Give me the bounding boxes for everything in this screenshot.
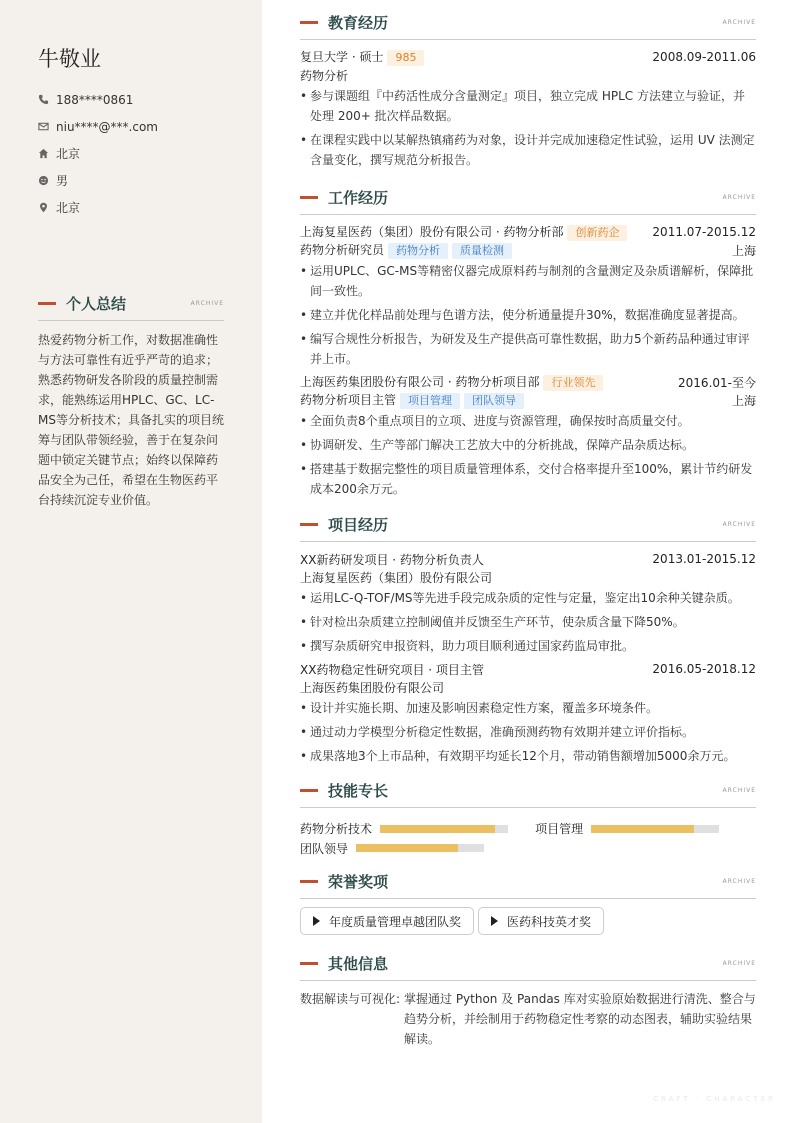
project-date: 2013.01-2015.12 [652,552,756,566]
project-org: 上海复星医药（集团）股份有限公司 [300,570,493,585]
contact-location-text: 北京 [56,201,81,215]
projects-title: 项目经历 [328,515,389,534]
skill-name: 药物分析技术 [300,822,373,836]
job-entry [300,373,756,499]
project-bullets [300,698,756,766]
award-badge [478,907,604,935]
mail-icon [38,121,49,132]
education-date: 2008.09-2011.06 [652,50,756,64]
other-label: 数据解读与可视化: [300,992,401,1006]
skill-item [300,820,508,838]
job-city: 上海 [731,393,756,408]
section-divider [38,320,224,321]
skills-section [300,779,756,857]
list-item: • 设计并实施长期、加速及影响因素稳定性方案，覆盖多环境条件。 [300,698,756,718]
skill-bar [591,825,719,833]
contact-phone-text: 188****0861 [56,92,134,107]
archive-label: ARCHIVE [722,18,756,26]
list-item: • 在课程实践中以某解热镇痛药为对象，设计并完成加速稳定性试验，运用 UV 法测定含量变化，撰写规范分析报告。 [300,130,756,170]
list-item: • 针对检出杂质建立控制阈值并反馈至生产环节，使杂质含量下降50%。 [300,612,756,632]
skills-title: 技能专长 [328,781,389,800]
contact-gender-text: 男 [56,174,69,188]
section-divider [300,214,756,215]
archive-label: ARCHIVE [722,520,756,528]
awards-section [300,870,756,935]
section-accent-bar [300,880,318,883]
watermark: CRAFT · CHARACTER [653,1095,776,1103]
section-accent-bar [300,196,318,199]
other-title: 其他信息 [328,954,389,973]
sidebar [0,0,262,1123]
phone-icon [38,94,49,105]
skill-fill [380,825,495,833]
project-entry [300,550,756,656]
triangle-icon [313,916,320,926]
summary-header [38,292,224,314]
job-bullets [300,261,756,369]
school-tag: 985 [387,50,424,66]
awards-header [300,870,756,892]
company-tag: 行业领先 [543,375,603,391]
job-date: 2016.01-至今 [678,375,756,390]
other-header [300,952,756,974]
skills-list [300,818,756,857]
award-badge [300,907,474,935]
contact-gender [38,167,158,194]
archive-label: ARCHIVE [722,193,756,201]
section-divider [300,39,756,40]
education-section [300,11,756,174]
job-role: 药物分析项目主管 [300,393,397,407]
job-role: 药物分析研究员 [300,243,385,257]
other-info-row [300,989,756,1049]
other-text: 掌握通过 Python 及 Pandas 库对实验原始数据进行清洗、整合与趋势分析，并绘制用于药物稳定性考察的动态图表，辅助实验结果解读。 [404,992,756,1046]
education-header [300,11,756,33]
contact-location [38,194,158,221]
section-accent-bar [300,789,318,792]
project-name: XX新药研发项目 · 药物分析负责人 [300,552,484,567]
work-section [300,186,756,503]
company-tag: 创新药企 [567,225,627,241]
job-entry [300,223,756,369]
triangle-icon [491,916,498,926]
job-company: 上海复星医药（集团）股份有限公司 · 药物分析部 [300,225,564,239]
section-divider [300,807,756,808]
skill-item [535,820,719,838]
project-date: 2016.05-2018.12 [652,662,756,676]
project-entry [300,660,756,766]
skill-tag: 质量检测 [452,243,512,259]
project-bullets [300,588,756,656]
project-org: 上海医药集团股份有限公司 [300,680,445,695]
skill-item [300,839,484,857]
profile-name: 牛敬业 [38,47,101,71]
education-bullets [300,86,756,170]
section-accent-bar [300,21,318,24]
skill-bar [380,825,508,833]
contact-phone [38,86,158,113]
skills-header [300,779,756,801]
list-item: • 参与课题组『中药活性成分含量测定』项目，独立完成 HPLC 方法建立与验证，并处理 200+ 批次样品数据。 [300,86,756,126]
list-item: • 撰写杂质研究申报资料，助力项目顺利通过国家药监局审批。 [300,636,756,656]
major-name: 药物分析 [300,68,349,83]
list-item: • 建立并优化样品前处理与色谱方法，使分析通量提升30%，数据准确度显著提高。 [300,305,756,325]
work-title: 工作经历 [328,188,389,207]
contact-home-text: 北京 [56,147,81,161]
skill-bar [356,844,484,852]
skill-fill [591,825,693,833]
skill-tag: 药物分析 [388,243,448,259]
awards-title: 荣誉奖项 [328,872,389,891]
skill-tag: 团队领导 [464,393,524,409]
skill-fill [356,844,458,852]
archive-label: ARCHIVE [722,786,756,794]
list-item: • 协调研发、生产等部门解决工艺放大中的分析挑战，保障产品杂质达标。 [300,435,756,455]
job-date: 2011.07-2015.12 [652,225,756,239]
award-label: 年度质量管理卓越团队奖 [329,914,462,929]
projects-section [300,513,756,770]
section-divider [300,898,756,899]
skill-tag: 项目管理 [400,393,460,409]
projects-header [300,513,756,535]
list-item: • 成果落地3个上市品种，有效期平均延长12个月，带动销售额增加5000余万元。 [300,746,756,766]
work-header [300,186,756,208]
archive-label: ARCHIVE [722,959,756,967]
home-icon [38,148,49,159]
education-major [300,66,756,84]
list-item: • 通过动力学模型分析稳定性数据，准确预测药物有效期并建立评价指标。 [300,722,756,742]
skill-name: 项目管理 [535,822,584,836]
section-divider [300,980,756,981]
gender-icon [38,175,49,186]
other-section [300,952,756,1049]
education-entry-head [300,48,756,66]
archive-label: ARCHIVE [722,877,756,885]
job-city: 上海 [731,243,756,258]
list-item: • 全面负责8个重点项目的立项、进度与资源管理，确保按时高质量交付。 [300,411,756,431]
contact-list [38,86,158,221]
contact-email [38,113,158,140]
list-item: • 编写合规性分析报告，为研发及生产提供高可靠性数据，助力5个新药品种通过审评并上市。 [300,329,756,369]
contact-email-text: niu****@***.com [56,119,158,134]
awards-list [300,907,756,935]
summary-text: 热爱药物分析工作，对数据准确性与方法可靠性有近乎严苛的追求；熟悉药物研发各阶段的质量控制需求，能熟练运用HPLC、GC、LC-MS等分析技术；具备扎实的项目统筹与团队带领经验，善于在复杂问题中锁定关键节点；始终以保障药品安全为己任，希望在生物医药平台持续沉淀专业价值。 [38,333,224,507]
job-company: 上海医药集团股份有限公司 · 药物分析项目部 [300,375,540,389]
section-accent-bar [300,523,318,526]
archive-label: ARCHIVE [190,299,224,307]
list-item: • 搭建基于数据完整性的项目质量管理体系，交付合格率提升至100%，累计节约研发成本200余万元。 [300,459,756,499]
section-accent-bar [300,962,318,965]
location-icon [38,202,49,213]
job-bullets [300,411,756,499]
list-item: • 运用LC-Q-TOF/MS等先进手段完成杂质的定性与定量，鉴定出10余种关键杂质。 [300,588,756,608]
skill-name: 团队领导 [300,841,349,856]
list-item: • 运用UPLC、GC-MS等精密仪器完成原料药与制剂的含量测定及杂质谱解析，保障批间一致性。 [300,261,756,301]
summary-section [38,292,224,510]
project-name: XX药物稳定性研究项目 · 项目主管 [300,662,484,677]
award-label: 医药科技英才奖 [507,914,592,929]
school-name: 复旦大学 · 硕士 [300,50,384,64]
section-divider [300,541,756,542]
education-title: 教育经历 [328,13,389,32]
contact-home [38,140,158,167]
summary-title: 个人总结 [66,294,127,313]
section-accent-bar [38,302,56,305]
